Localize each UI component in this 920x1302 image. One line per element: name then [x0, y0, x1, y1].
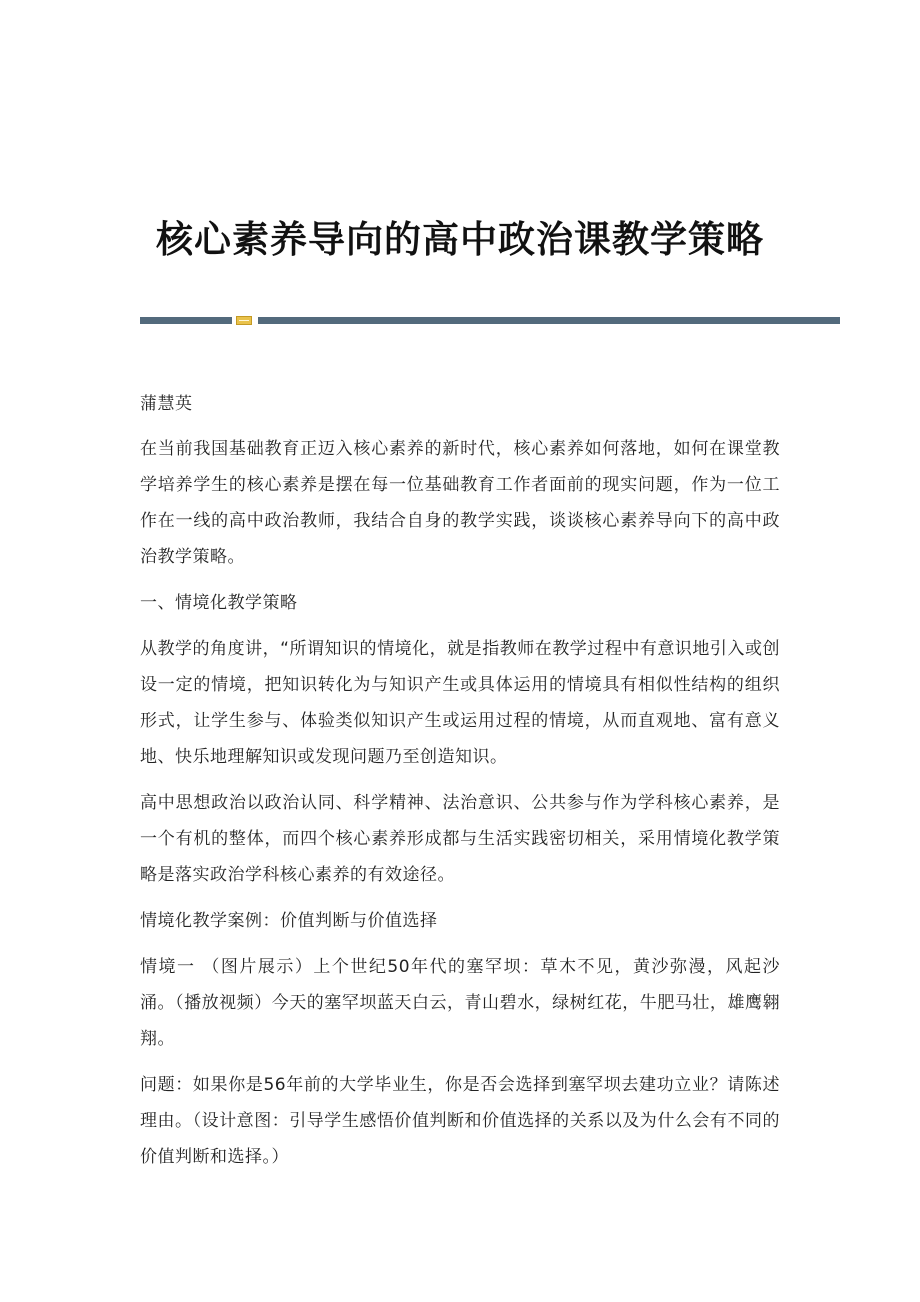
document-title: 核心素养导向的高中政治课教学策略 [156, 216, 764, 261]
divider-ornament-icon [236, 316, 252, 325]
section-heading: 一、情境化教学策略 [140, 593, 298, 613]
intro-paragraph: 在当前我国基础教育正迈入核心素养的新时代，核心素养如何落地，如何在课堂教学培养学生的核心素养是摆在每一位基础教育工作者面前的现实问题，作为一位工作在一线的高中政治教师，我结合自身的教学实践，谈谈核心素养导向下的高中政治教学策略。 [140, 439, 780, 567]
question-paragraph: 问题：如果你是56年前的大学毕业生，你是否会选择到塞罕坝去建功立业？请陈述理由。（设计意图：引导学生感悟价值判断和价值选择的关系以及为什么会有不同的价值判断和选择。） [140, 1075, 780, 1167]
title-divider [140, 316, 840, 325]
divider-right-bar [258, 317, 840, 324]
scenario-paragraph: 情境一 （图片展示）上个世纪50年代的塞罕坝：草木不见，黄沙弥漫，风起沙涌。（播放视频）今天的塞罕坝蓝天白云，青山碧水，绿树红花，牛肥马壮，雄鹰翱翔。 [140, 957, 780, 1049]
definition-paragraph: 从教学的角度讲，“所谓知识的情境化，就是指教师在教学过程中有意识地引入或创设一定的情境，把知识转化为与知识产生或具体运用的情境具有相似性结构的组织形式，让学生参与、体验类似知识产生或运用过程的情境，从而直观地、富有意义地、快乐地理解知识或发现问题乃至创造知识。 [140, 639, 780, 767]
core-literacy-paragraph: 高中思想政治以政治认同、科学精神、法治意识、公共参与作为学科核心素养，是一个有机的整体，而四个核心素养形成都与生活实践密切相关，采用情境化教学策略是落实政治学科核心素养的有效途径。 [140, 793, 780, 885]
author-name: 蒲慧英 [140, 394, 193, 414]
divider-left-bar [140, 317, 232, 324]
case-heading: 情境化教学案例：价值判断与价值选择 [140, 911, 438, 931]
document-body [140, 386, 780, 1185]
